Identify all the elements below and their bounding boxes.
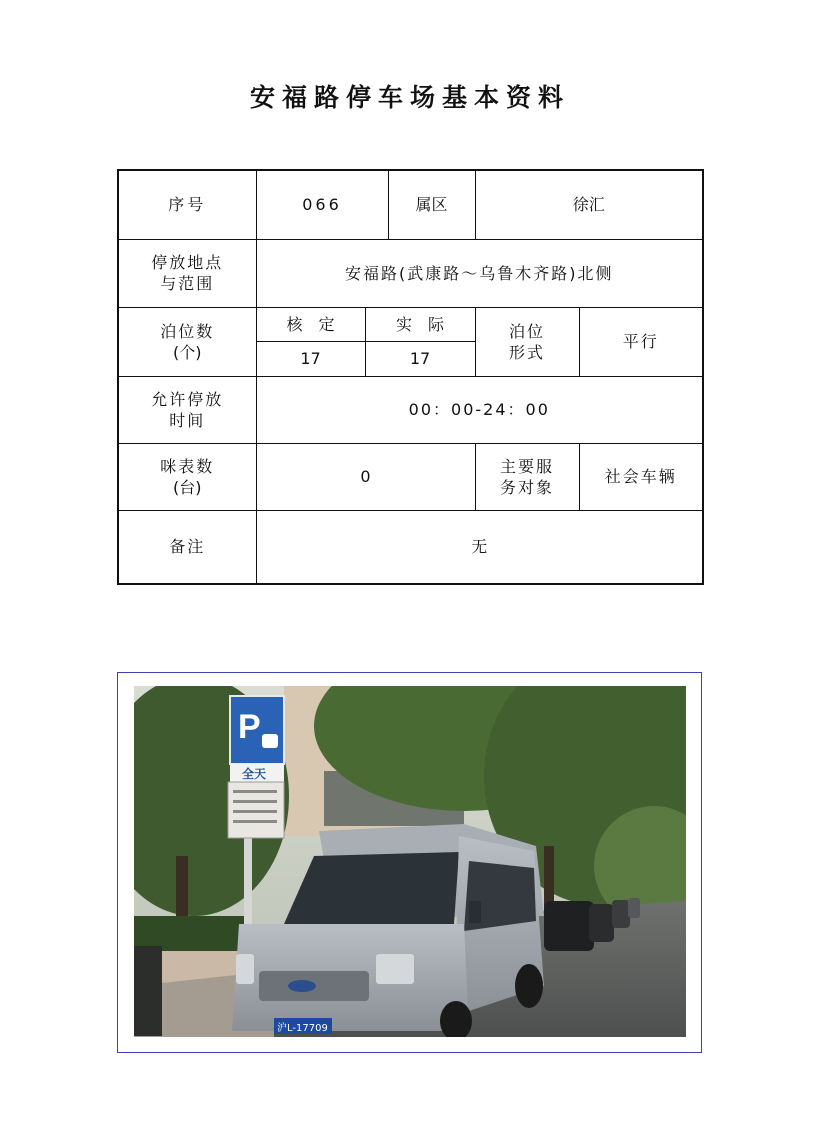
hours-label	[118, 376, 256, 443]
trash-bin	[134, 946, 162, 1036]
parking-sign-label: 全天	[242, 767, 267, 781]
hours-label-line1: 允许停放	[151, 389, 224, 409]
seq-label: 序号	[118, 170, 256, 239]
license-plate-text: 沪L-17709	[277, 1023, 328, 1034]
van-headlight-left	[236, 954, 254, 984]
van-headlight-right	[376, 954, 414, 984]
meters-label-line1: 咪表数	[160, 456, 215, 476]
hours-value: 00：00-24：00	[256, 376, 703, 443]
parking-info-table	[117, 169, 704, 585]
van-mirror	[469, 901, 481, 923]
spaces-label-line1: 泊位数	[160, 321, 215, 341]
parked-car-2	[589, 904, 614, 942]
seq-value: 066	[256, 170, 388, 239]
form-label	[475, 307, 579, 376]
parking-sign-info-line-1	[233, 790, 277, 793]
target-label-line1: 主要服	[500, 456, 555, 476]
parking-sign-info-line-3	[233, 810, 277, 813]
location-label-line2: 与范围	[160, 274, 215, 293]
district-label: 属区	[388, 170, 475, 239]
form-label-line1: 泊位	[509, 321, 546, 341]
actual-label: 实 际	[365, 307, 475, 341]
parked-car-1	[544, 901, 594, 951]
actual-value: 17	[365, 341, 475, 376]
tree-trunk-left	[176, 856, 188, 916]
parked-car-3	[612, 900, 630, 928]
district-value: 徐汇	[475, 170, 703, 239]
parking-sign-info-line-4	[233, 820, 277, 823]
remarks-label: 备注	[118, 510, 256, 584]
van-logo	[288, 980, 316, 992]
page-title: 安福路停车场基本资料	[249, 83, 570, 112]
approved-value: 17	[256, 341, 365, 376]
location-label-line1: 停放地点	[151, 253, 224, 272]
target-label-line2: 务对象	[500, 477, 555, 497]
target-value: 社会车辆	[579, 443, 703, 510]
photo-frame	[117, 672, 702, 1053]
target-label	[475, 443, 579, 510]
tree-trunk-right	[544, 846, 554, 906]
spaces-label	[118, 307, 256, 376]
meters-label-line2: (台)	[173, 477, 202, 497]
location-label	[118, 239, 256, 307]
parking-sign-info-line-2	[233, 800, 277, 803]
parked-car-4	[628, 898, 640, 918]
hours-label-line2: 时间	[169, 410, 206, 430]
location-value: 安福路(武康路～乌鲁木齐路)北侧	[256, 239, 703, 307]
spaces-label-line2: (个)	[173, 342, 202, 362]
street-photo	[134, 686, 686, 1037]
meters-value: 0	[256, 443, 475, 510]
form-value: 平行	[579, 307, 703, 376]
parking-sign-car-icon	[262, 734, 278, 748]
meters-label	[118, 443, 256, 510]
approved-label: 核 定	[256, 307, 365, 341]
parking-sign-letter: P	[238, 708, 261, 746]
van-wheel-rear	[515, 964, 543, 1008]
remarks-value: 无	[256, 510, 703, 584]
form-label-line2: 形式	[509, 342, 546, 362]
